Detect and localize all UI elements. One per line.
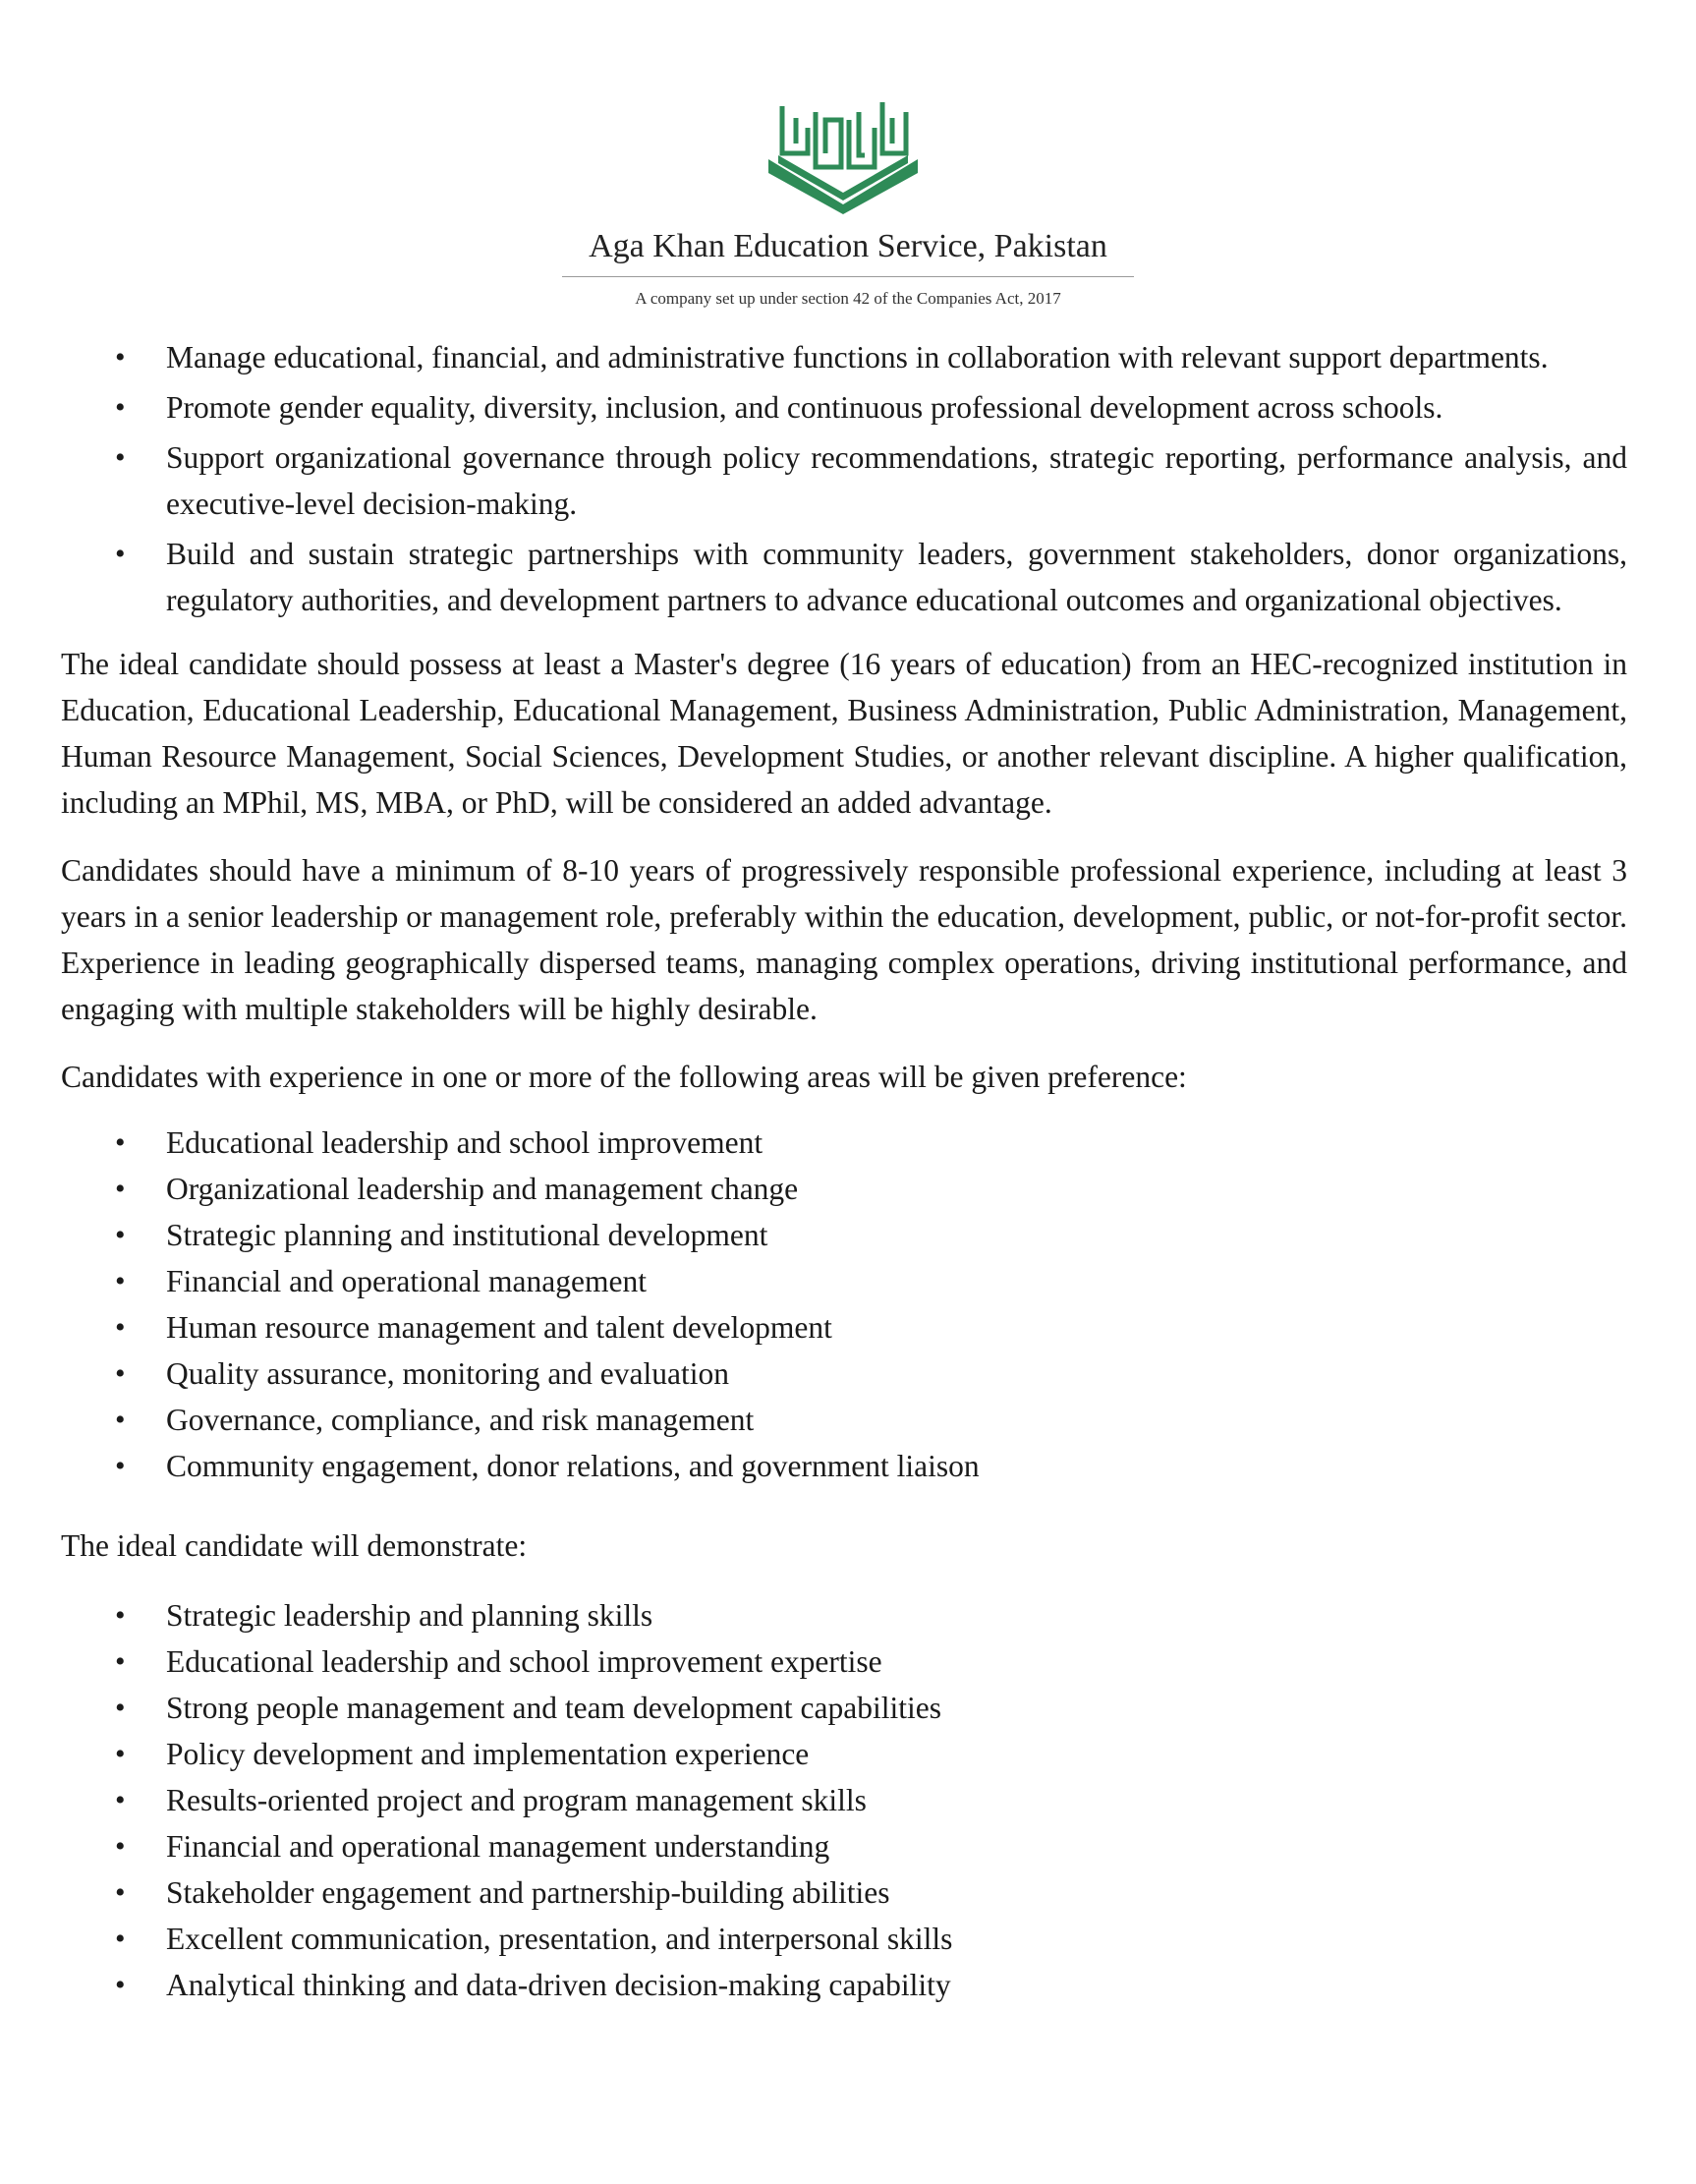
- responsibilities-list: [61, 334, 1627, 623]
- list-item: • Promote gender equality, diversity, inclusion, and continuous professional development across schools.: [61, 384, 1627, 431]
- list-item: • Results-oriented project and program management skills: [61, 1777, 1627, 1823]
- demonstrate-skills-list: [61, 1592, 1627, 2008]
- preference-areas-list: [61, 1120, 1627, 1489]
- list-item: • Strong people management and team development capabilities: [61, 1685, 1627, 1731]
- list-item: • Analytical thinking and data-driven decision-making capability: [61, 1962, 1627, 2008]
- list-item: • Strategic planning and institutional development: [61, 1212, 1627, 1258]
- list-item: • Policy development and implementation experience: [61, 1731, 1627, 1777]
- list-item: • Financial and operational management understanding: [61, 1823, 1627, 1869]
- list-item: • Manage educational, financial, and administrative functions in collaboration with relevant support departments.: [61, 334, 1627, 380]
- qualification-paragraph: The ideal candidate should possess at least a Master's degree (16 years of education) from an HEC-recognized institution in Education, Educational Leadership, Educational Management, Business Administration, Public Administration, Management, Human Resource Management, Social Sciences, Development Studies, or another relevant discipline. A higher qualification, including an MPhil, MS, MBA, or PhD, will be considered an added advantage.: [61, 647, 1627, 820]
- document-body: [61, 334, 1627, 2008]
- list-item: • Build and sustain strategic partnerships with community leaders, government stakeholders, donor organizations, regulatory authorities, and development partners to advance educational outcomes and organizational objectives.: [61, 531, 1627, 623]
- demonstrate-intro: The ideal candidate will demonstrate:: [61, 1528, 528, 1563]
- akes-book-logo-icon: [768, 98, 918, 214]
- preference-intro: Candidates with experience in one or more of the following areas will be given preference:: [61, 1060, 1187, 1094]
- letterhead: [0, 0, 1696, 315]
- list-item: • Human resource management and talent development: [61, 1304, 1627, 1351]
- list-item: • Governance, compliance, and risk management: [61, 1397, 1627, 1443]
- list-item: • Quality assurance, monitoring and evaluation: [61, 1351, 1627, 1397]
- list-item: • Educational leadership and school improvement: [61, 1120, 1627, 1166]
- list-item: • Community engagement, donor relations, and government liaison: [61, 1443, 1627, 1489]
- list-item: • Organizational leadership and management change: [61, 1166, 1627, 1212]
- list-item: • Financial and operational management: [61, 1258, 1627, 1304]
- header-divider: [562, 276, 1134, 277]
- list-item: • Strategic leadership and planning skills: [61, 1592, 1627, 1638]
- list-item: • Stakeholder engagement and partnership-building abilities: [61, 1869, 1627, 1916]
- organization-subtitle: A company set up under section 42 of the Companies Act, 2017: [635, 289, 1061, 308]
- list-item: • Support organizational governance through policy recommendations, strategic reporting, performance analysis, and executive-level decision-making.: [61, 434, 1627, 527]
- organization-name: Aga Khan Education Service, Pakistan: [589, 228, 1107, 264]
- list-item: • Educational leadership and school improvement expertise: [61, 1638, 1627, 1685]
- list-item: • Excellent communication, presentation, and interpersonal skills: [61, 1916, 1627, 1962]
- experience-paragraph: Candidates should have a minimum of 8-10 years of progressively responsible professional experience, including at least 3 years in a senior leadership or management role, preferably within the education, development, public, or not-for-profit sector. Experience in leading geographically dispersed teams, managing complex operations, driving institutional performance, and engaging with multiple stakeholders will be highly desirable.: [61, 853, 1627, 1026]
